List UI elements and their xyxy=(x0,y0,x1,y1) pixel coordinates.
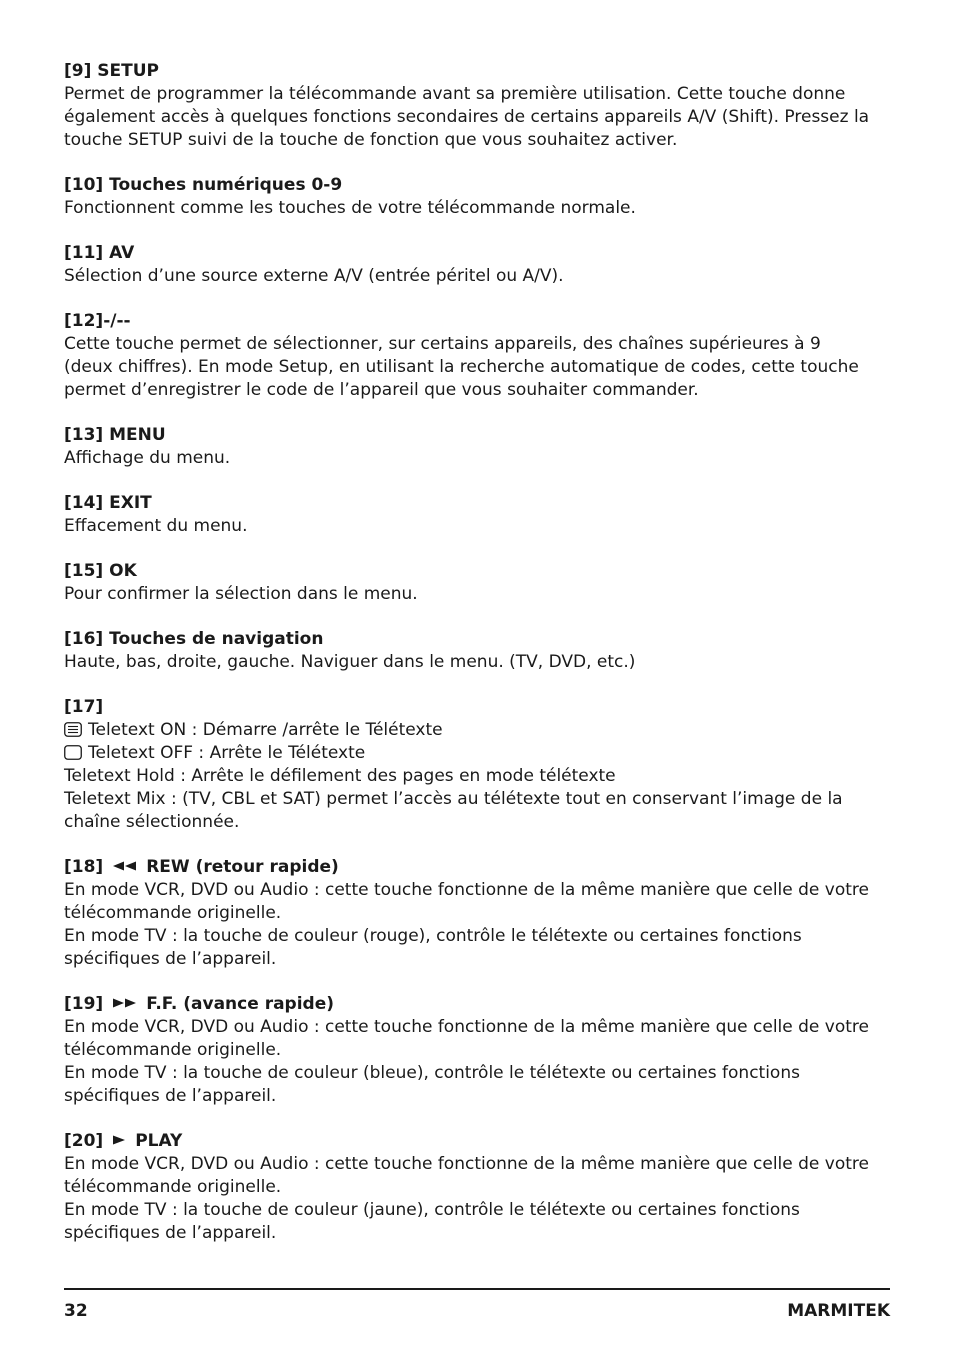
section-number: [18] xyxy=(64,857,104,877)
fast-forward-icon xyxy=(113,998,137,1008)
section-ok xyxy=(64,560,874,606)
section-fast-forward xyxy=(64,993,874,1108)
rewind-icon xyxy=(113,861,137,871)
section-heading: [13] MENU xyxy=(64,425,166,445)
teletext-mix-line: Teletext Mix : (TV, CBL et SAT) permet l’accès au télétexte tout en conservant l’image de la chaîne sélectionnée. xyxy=(64,789,843,832)
section-number: [20] xyxy=(64,1131,104,1151)
section-text: Haute, bas, droite, gauche. Naviguer dans le menu. (TV, DVD, etc.) xyxy=(64,652,636,672)
section-av xyxy=(64,242,874,288)
section-heading: [12]-/-- xyxy=(64,311,131,331)
section-text: En mode TV : la touche de couleur (rouge), contrôle le télétexte ou certaines fonctions spécifiques de l’appareil. xyxy=(64,926,802,969)
section-heading: [11] AV xyxy=(64,243,135,263)
section-text: En mode VCR, DVD ou Audio : cette touche fonctionne de la même manière que celle de votre télécommande originelle. xyxy=(64,1017,869,1060)
section-navigation xyxy=(64,628,874,674)
section-text: Cette touche permet de sélectionner, sur certains appareils, des chaînes supérieures à 9 (deux chiffres). En mode Setup, en utilisant la recherche automatique de codes, cette touche permet d’enregistrer le code de l’appareil que vous souhaiter commander. xyxy=(64,334,859,400)
section-heading: [10] Touches numériques 0-9 xyxy=(64,175,343,195)
section-heading: [14] EXIT xyxy=(64,493,152,513)
section-heading: [16] Touches de navigation xyxy=(64,629,324,649)
section-label: REW (retour rapide) xyxy=(146,857,339,877)
page-number: 32 xyxy=(64,1301,88,1321)
section-label: F.F. (avance rapide) xyxy=(146,994,335,1014)
brand-name: MARMITEK xyxy=(787,1301,890,1321)
section-setup xyxy=(64,60,874,152)
teletext-on-text: Teletext ON : Démarre /arrête le Télétexte xyxy=(88,720,443,740)
section-text: En mode VCR, DVD ou Audio : cette touche fonctionne de la même manière que celle de votre télécommande originelle. xyxy=(64,1154,869,1197)
section-numeric-keys xyxy=(64,174,874,220)
footer-divider xyxy=(64,1288,890,1290)
section-number: [19] xyxy=(64,994,104,1014)
section-heading: [17] xyxy=(64,697,104,717)
section-heading xyxy=(64,856,874,879)
section-heading: [9] SETUP xyxy=(64,61,160,81)
teletext-on-icon xyxy=(64,722,82,737)
teletext-off-line xyxy=(64,742,874,765)
section-digit-key xyxy=(64,310,874,402)
section-rewind xyxy=(64,856,874,971)
section-text: En mode TV : la touche de couleur (jaune), contrôle le télétexte ou certaines fonctions spécifiques de l’appareil. xyxy=(64,1200,800,1243)
teletext-on-line xyxy=(64,719,874,742)
play-icon xyxy=(113,1135,126,1145)
section-text: Permet de programmer la télécommande avant sa première utilisation. Cette touche donne également accès à quelques fonctions secondaires de certains appareils A/V (Shift). Pressez la touche SETUP suivi de la touche de fonction que vous souhaitez activer. xyxy=(64,84,870,150)
section-text: Pour confirmer la sélection dans le menu. xyxy=(64,584,418,604)
section-exit xyxy=(64,492,874,538)
section-text: Fonctionnent comme les touches de votre télécommande normale. xyxy=(64,198,636,218)
section-text: Sélection d’une source externe A/V (entrée péritel ou A/V). xyxy=(64,266,564,286)
section-heading xyxy=(64,993,874,1016)
section-label: PLAY xyxy=(135,1131,183,1151)
section-menu xyxy=(64,424,874,470)
section-text: Affichage du menu. xyxy=(64,448,231,468)
section-text: Effacement du menu. xyxy=(64,516,248,536)
section-heading xyxy=(64,1130,874,1153)
teletext-off-icon xyxy=(64,745,82,760)
teletext-hold-line: Teletext Hold : Arrête le défilement des pages en mode télétexte xyxy=(64,766,616,786)
section-text: En mode VCR, DVD ou Audio : cette touche fonctionne de la même manière que celle de votre télécommande originelle. xyxy=(64,880,869,923)
section-text: En mode TV : la touche de couleur (bleue), contrôle le télétexte ou certaines fonctions spécifiques de l’appareil. xyxy=(64,1063,800,1106)
section-heading: [15] OK xyxy=(64,561,137,581)
page-content xyxy=(64,60,874,1267)
teletext-off-text: Teletext OFF : Arrête le Télétexte xyxy=(88,743,366,763)
section-teletext xyxy=(64,696,874,834)
section-play xyxy=(64,1130,874,1245)
